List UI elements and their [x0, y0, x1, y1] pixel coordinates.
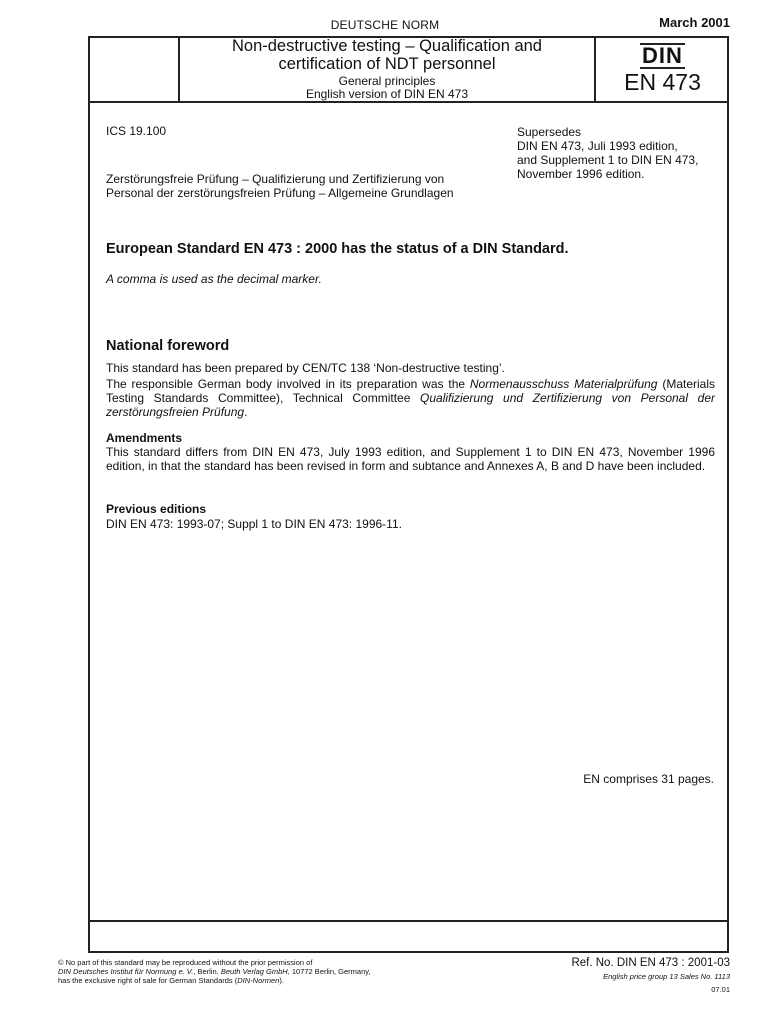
- copyright-line: [58, 976, 371, 985]
- copyright-beuth: Beuth Verlag GmbH: [220, 967, 288, 976]
- edition-code: 07.01: [711, 985, 730, 994]
- reference-number: Ref. No. DIN EN 473 : 2001-03: [571, 957, 730, 969]
- page-count: EN comprises 31 pages.: [583, 772, 714, 786]
- national-foreword-heading: National foreword: [106, 338, 230, 354]
- foreword-text: (Materials Testing Standards Committee), Technical Committee: [106, 377, 715, 405]
- footer-divider: [88, 920, 729, 922]
- supersedes-line: Supersedes: [517, 125, 582, 139]
- copyright-text: has the exclusive right of sale for German Standards (: [58, 976, 238, 985]
- decimal-note: A comma is used as the decimal marker.: [106, 272, 322, 286]
- german-title: [106, 172, 506, 200]
- din-block: [596, 37, 729, 95]
- german-title-line: Zerstörungsfreie Prüfung – Qualifizierung und Zertifizierung von: [106, 172, 445, 186]
- title-block: [180, 37, 594, 101]
- previous-editions-text: DIN EN 473: 1993-07; Suppl 1 to DIN EN 473: 1996-11.: [106, 517, 402, 531]
- supersedes-block: [517, 125, 698, 181]
- copyright-din-normen: DIN-Normen: [237, 976, 280, 985]
- amendments-heading: Amendments: [106, 431, 183, 445]
- title-line-2: certification of NDT personnel: [278, 55, 496, 73]
- copyright-text: , Berlin.: [193, 967, 221, 976]
- standard-number: EN 473: [624, 69, 701, 95]
- foreword-paragraph-1: This standard has been prepared by CEN/TC 138 ‘Non-destructive testing’.: [106, 361, 505, 375]
- ics-code: ICS 19.100: [106, 124, 167, 138]
- copyright-notice: [58, 958, 371, 985]
- version-note: English version of DIN EN 473: [305, 87, 469, 101]
- german-title-line: Personal der zerstörungsfreien Prüfung – Allgemeine Grundlagen: [106, 186, 454, 200]
- supersedes-line: DIN EN 473, Juli 1993 edition,: [517, 139, 678, 153]
- publication-date: March 2001: [659, 15, 730, 30]
- supersedes-line: and Supplement 1 to DIN EN 473,: [517, 153, 699, 167]
- supersedes-line: November 1996 edition.: [517, 167, 645, 181]
- price-group: English price group 13 Sales No. 1113: [603, 972, 730, 981]
- foreword-text: .: [244, 405, 248, 419]
- subtitle: General principles: [338, 74, 436, 88]
- amendments-text: This standard differs from DIN EN 473, July 1993 edition, and Supplement 1 to DIN EN 473, November 1996 edition, in that the standard has been revised in form and subtance and Annexes A, B and D have been included.: [106, 445, 715, 473]
- title-line-1: Non-destructive testing – Qualification and: [231, 37, 542, 55]
- status-statement: European Standard EN 473 : 2000 has the status of a DIN Standard.: [106, 241, 569, 257]
- copyright-din: DIN Deutsches Institut für Normung e. V.: [58, 967, 194, 976]
- foreword-technical-committee: Qualifizierung und Zertifizierung von Personal der zerstörungsfreien Prüfung: [106, 391, 715, 419]
- previous-editions-heading: Previous editions: [106, 502, 207, 516]
- copyright-line: © No part of this standard may be reproduced without the prior permission of: [58, 958, 313, 967]
- copyright-line: [58, 967, 371, 976]
- copyright-text: , 10772 Berlin, Germany,: [287, 967, 371, 976]
- foreword-text: The responsible German body involved in its preparation was the: [106, 377, 470, 391]
- foreword-paragraph-2: [106, 377, 715, 419]
- norm-label: DEUTSCHE NORM: [330, 18, 440, 32]
- foreword-committee-name: Normenausschuss Materialprüfung: [469, 377, 658, 391]
- copyright-text: ).: [279, 976, 284, 985]
- din-logo: DIN: [642, 43, 683, 68]
